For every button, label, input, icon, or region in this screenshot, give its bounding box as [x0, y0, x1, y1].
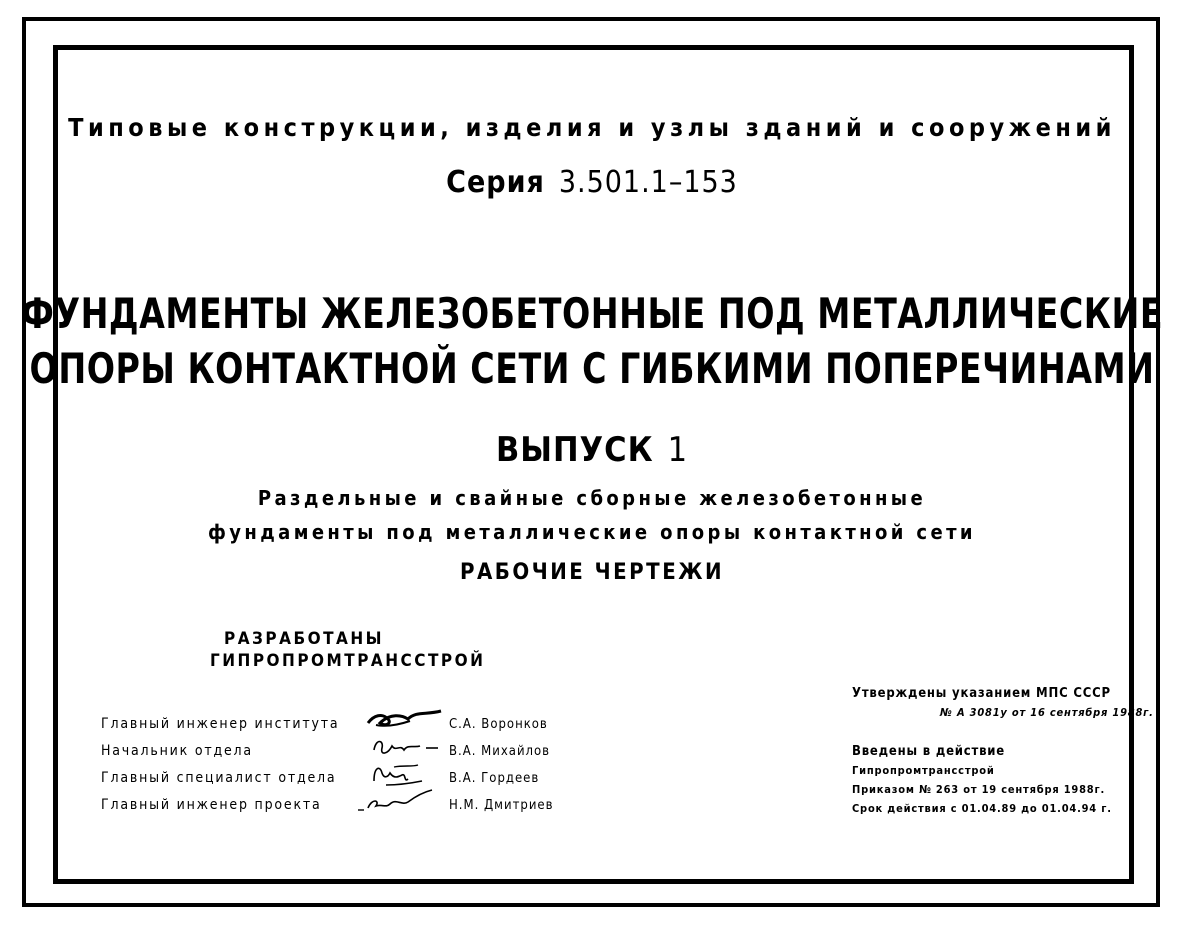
approval-line-1: Утверждены указанием МПС СССР [852, 686, 1111, 701]
approval-line-2: № А 3081у от 16 сентября 1988г. [940, 706, 1154, 719]
staff-name: В.А. Гордеев [449, 771, 540, 786]
approval-line-6: Срок действия с 01.04.89 до 01.04.94 г. [852, 802, 1112, 815]
approval-line-5: Приказом № 263 от 19 сентября 1988г. [852, 783, 1105, 796]
staff-name: С.А. Воронков [449, 717, 548, 732]
signature-image [346, 705, 446, 735]
staff-role: Главный специалист отдела [101, 770, 337, 786]
series-line [0, 165, 1184, 200]
approval-line-3: Введены в действие [852, 744, 1006, 759]
staff-role: Начальник отдела [101, 743, 253, 759]
approval-spacer [852, 722, 1154, 742]
signature-image [346, 786, 446, 816]
approval-block [852, 684, 1154, 818]
staff-role: Главный инженер проекта [101, 797, 322, 813]
issue-number: 1 [667, 430, 689, 470]
staff-name: Н.М. Дмитриев [449, 798, 554, 813]
issue-subtitle-2: фундаменты под металлические опоры контактной сети [208, 520, 976, 544]
developer-org: ГИПРОПРОМТРАНССТРОЙ [210, 651, 486, 671]
main-title-line-2: ОПОРЫ КОНТАКТНОЙ СЕТИ С ГИБКИМИ ПОПЕРЕЧИНАМИ [29, 345, 1155, 394]
signature-image [346, 732, 446, 762]
developer-block [210, 628, 485, 672]
issue-line [0, 430, 1184, 470]
series-number: 3.501.1–153 [558, 165, 738, 200]
working-drawings-label: РАБОЧИЕ ЧЕРТЕЖИ [459, 560, 725, 585]
issue-label: ВЫПУСК [495, 430, 654, 470]
staff-role: Главный инженер института [101, 716, 340, 732]
document-series-title: Типовые конструкции, изделия и узлы зданий и сооружений [68, 113, 1116, 142]
issue-subtitle-1: Раздельные и свайные сборные железобетонные [257, 486, 927, 510]
staff-name: В.А. Михайлов [449, 744, 551, 759]
signature-image [346, 759, 446, 789]
series-label: Серия [446, 165, 545, 200]
developer-label: РАЗРАБОТАНЫ [224, 629, 385, 649]
approval-line-4: Гипропромтрансстрой [852, 764, 995, 777]
main-title-line-1: ФУНДАМЕНТЫ ЖЕЛЕЗОБЕТОННЫЕ ПОД МЕТАЛЛИЧЕСКИЕ [20, 290, 1164, 339]
